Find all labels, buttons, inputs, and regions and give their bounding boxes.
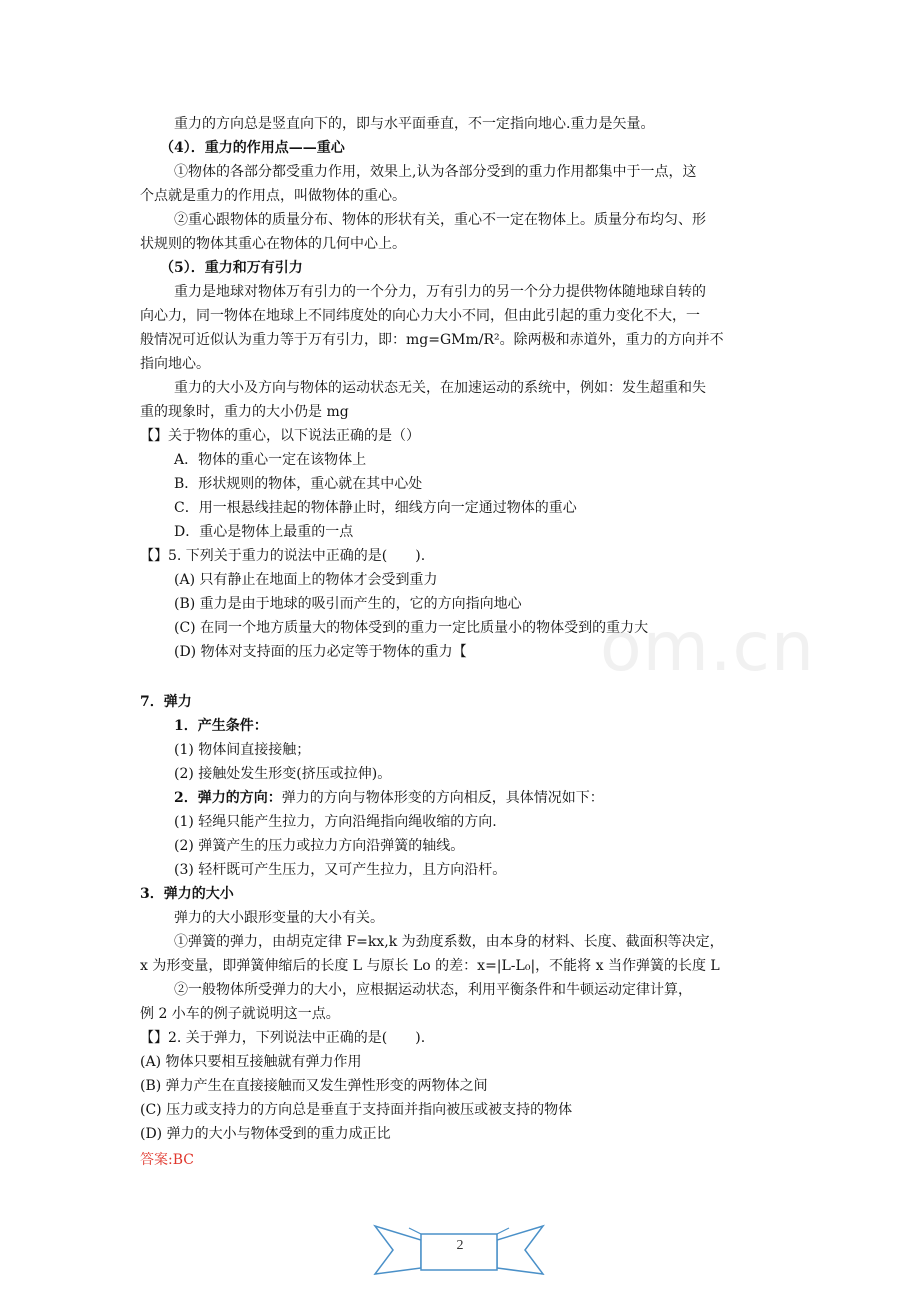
- text-line: [174, 788, 604, 808]
- text-line: x 为形变量，即弹簧伸缩后的长度 L 与原长 Lo 的差：x=|L-L₀|，不能将 x 当作弹簧的长度 L: [140, 958, 720, 974]
- choice: (D) 物体对支持面的压力必定等于物体的重力【: [174, 644, 467, 660]
- choice: (D) 弹力的大小与物体受到的重力成正比: [140, 1126, 391, 1142]
- choice: (A) 物体只要相互接触就有弹力作用: [140, 1054, 362, 1070]
- text-line: (2) 弹簧产生的压力或拉力方向沿弹簧的轴线。: [174, 838, 465, 854]
- choice: D．重心是物体上最重的一点: [174, 524, 354, 540]
- subheading: 2．弹力的方向：: [174, 790, 282, 806]
- text-line: ②一般物体所受弹力的大小，应根据运动状态，利用平衡条件和牛顿运动定律计算，: [174, 982, 692, 998]
- text-line: 重力是地球对物体万有引力的一个分力，万有引力的另一个分力提供物体随地球自转的: [174, 284, 706, 300]
- text-line: 向心力，同一物体在地球上不同纬度处的向心力大小不同，但由此引起的重力变化不大，一: [140, 308, 700, 324]
- text-line: 指向地心。: [140, 356, 210, 372]
- section-heading: （5）．重力和万有引力: [160, 260, 303, 276]
- watermark: om.cn: [600, 608, 815, 687]
- choice: (B) 弹力产生在直接接触而又发生弹性形变的两物体之间: [140, 1078, 488, 1094]
- text-line: (2) 接触处发生形变(挤压或拉伸)。: [174, 766, 392, 782]
- text-line: 状规则的物体其重心在物体的几何中心上。: [140, 236, 406, 252]
- page-number: 2: [456, 1238, 464, 1253]
- text-line: 般情况可近似认为重力等于万有引力，即：mg=GMm/R²。除两极和赤道外，重力的方向并不: [140, 332, 724, 348]
- text-line: (1) 物体间直接接触；: [174, 742, 311, 758]
- text-line: 弹力的大小跟形变量的大小有关。: [174, 910, 384, 926]
- text-line: 重的现象时，重力的大小仍是 mg: [140, 404, 349, 420]
- text-line: 重力的方向总是竖直向下的，即与水平面垂直，不一定指向地心.重力是矢量。: [174, 116, 655, 132]
- section-heading: 7．弹力: [140, 694, 192, 710]
- section-heading: （4）．重力的作用点——重心: [160, 140, 345, 156]
- choice: C．用一根悬线挂起的物体静止时，细线方向一定通过物体的重心: [174, 500, 577, 516]
- subheading: 1．产生条件：: [174, 718, 268, 734]
- question: 【】2. 关于弹力，下列说法中正确的是( ).: [140, 1030, 426, 1046]
- text-span: 弹力的方向与物体形变的方向相反，具体情况如下：: [281, 790, 604, 806]
- question: 【】关于物体的重心，以下说法正确的是（）: [140, 428, 420, 444]
- choice: (A) 只有静止在地面上的物体才会受到重力: [174, 572, 438, 588]
- text-line: ②重心跟物体的质量分布、物体的形状有关，重心不一定在物体上。质量分布均匀、形: [174, 212, 706, 228]
- text-line: ①物体的各部分都受重力作用，效果上,认为各部分受到的重力作用都集中于一点，这: [174, 164, 697, 180]
- choice: (C) 在同一个地方质量大的物体受到的重力一定比质量小的物体受到的重力大: [174, 620, 649, 636]
- choice: (B) 重力是由于地球的吸引而产生的，它的方向指向地心: [174, 596, 522, 612]
- text-line: 重力的大小及方向与物体的运动状态无关，在加速运动的系统中，例如：发生超重和失: [174, 380, 706, 396]
- answer: 答案:BC: [140, 1152, 194, 1168]
- text-line: 例 2 小车的例子就说明这一点。: [140, 1006, 340, 1022]
- choice: B．形状规则的物体，重心就在其中心处: [174, 476, 423, 492]
- question: 【】5. 下列关于重力的说法中正确的是( ).: [140, 548, 426, 564]
- choice: A．物体的重心一定在该物体上: [174, 452, 367, 468]
- text-line: 个点就是重力的作用点，叫做物体的重心。: [140, 188, 406, 204]
- section-heading: 3．弹力的大小: [140, 886, 234, 902]
- text-line: (3) 轻杆既可产生压力，又可产生拉力，且方向沿杆。: [174, 862, 507, 878]
- text-line: ①弹簧的弹力，由胡克定律 F=kx,k 为劲度系数，由本身的材料、长度、截面积等决定，: [174, 934, 724, 950]
- choice: (C) 压力或支持力的方向总是垂直于支持面并指向被压或被支持的物体: [140, 1102, 573, 1118]
- text-line: (1) 轻绳只能产生拉力，方向沿绳指向绳收缩的方向.: [174, 814, 497, 830]
